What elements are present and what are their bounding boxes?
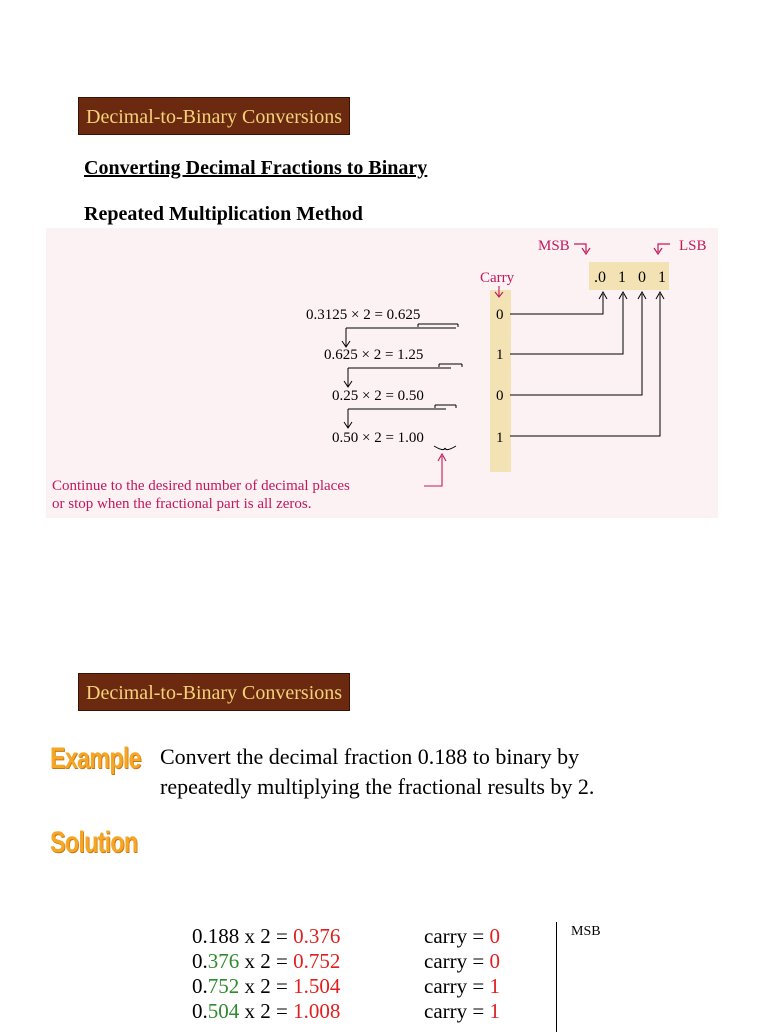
lsb-label: LSB bbox=[679, 238, 707, 254]
carry-bit: 0 bbox=[496, 307, 504, 323]
subtitle-heading: Converting Decimal Fractions to Binary bbox=[84, 157, 428, 179]
calc-row: 0.504 x 2 = 1.008 bbox=[192, 999, 341, 1023]
calc-row: 0.188 x 2 = 0.376 bbox=[192, 924, 341, 948]
method-heading: Repeated Multiplication Method bbox=[84, 203, 363, 225]
calc-row: 0.376 x 2 = 0.752 bbox=[192, 949, 341, 973]
result-bit: 0 bbox=[638, 269, 646, 286]
example-word: Example bbox=[50, 742, 141, 775]
carry-row: carry = 0 bbox=[424, 949, 500, 973]
repeated-multiplication-figure bbox=[46, 228, 718, 518]
carry-bit: 1 bbox=[496, 430, 504, 446]
example-text-line2: repeatedly multiplying the fractional results by 2. bbox=[160, 774, 595, 799]
figure-note-line2: or stop when the fractional part is all zeros. bbox=[52, 496, 312, 512]
figure-note-line1: Continue to the desired number of decimal places bbox=[52, 478, 350, 494]
equation-row: 0.25 × 2 = 0.50 bbox=[332, 388, 424, 404]
solution-word: Solution bbox=[50, 826, 138, 859]
equation-row: 0.625 × 2 = 1.25 bbox=[324, 347, 424, 363]
equation-row: 0.3125 × 2 = 0.625 bbox=[306, 307, 421, 323]
equation-row: 0.50 × 2 = 1.00 bbox=[332, 430, 424, 446]
example-text-line1: Convert the decimal fraction 0.188 to binary by bbox=[160, 744, 580, 769]
divider-line bbox=[556, 922, 557, 1032]
result-bit: 1 bbox=[658, 269, 666, 286]
section-title-box-2: Decimal-to-Binary Conversions bbox=[78, 673, 350, 711]
result-bit: 1 bbox=[618, 269, 626, 286]
carry-bit: 0 bbox=[496, 388, 504, 404]
carry-bit: 1 bbox=[496, 347, 504, 363]
msb-label: MSB bbox=[538, 238, 570, 254]
carry-row: carry = 0 bbox=[424, 924, 500, 948]
msb-label-2: MSB bbox=[571, 924, 601, 939]
section-title-box: Decimal-to-Binary Conversions bbox=[78, 97, 350, 135]
example-text bbox=[160, 742, 594, 802]
calc-row: 0.752 x 2 = 1.504 bbox=[192, 974, 341, 998]
carry-label: Carry bbox=[480, 270, 515, 286]
result-bit: .0 bbox=[594, 269, 606, 286]
carry-row: carry = 1 bbox=[424, 999, 500, 1023]
carry-row: carry = 1 bbox=[424, 974, 500, 998]
